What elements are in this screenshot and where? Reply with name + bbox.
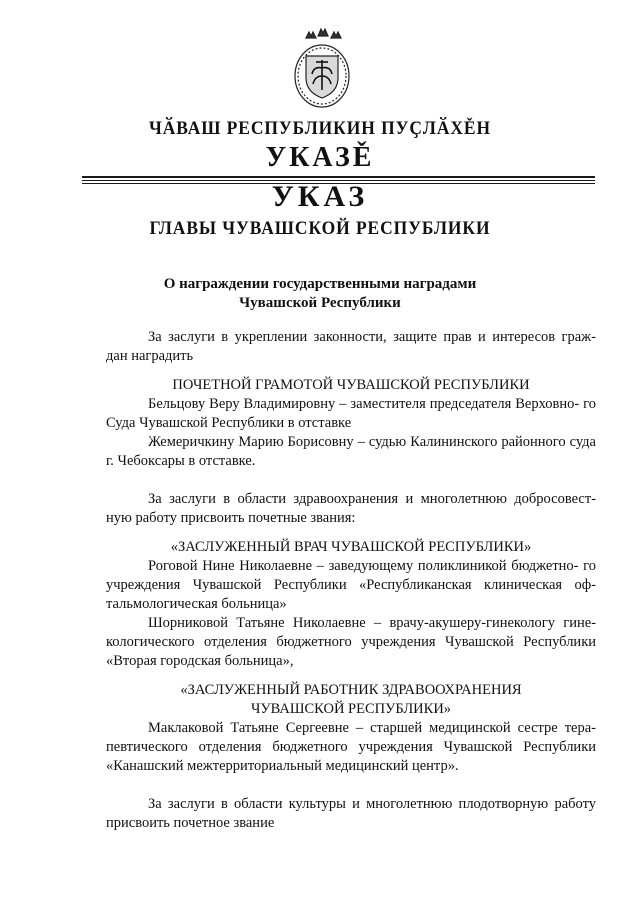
award-heading: ЧУВАШСКОЙ РЕСПУБЛИКИ» xyxy=(250,701,452,717)
coat-of-arms-emblem xyxy=(292,26,352,110)
document-body xyxy=(106,328,596,833)
document-title xyxy=(0,275,640,313)
award-recipient: Роговой Нине Николаевне – заведующему поликлиникой бюджетно- го учреждения Чувашской Республики «Республиканская клиническая оф- тальмологическая больница» xyxy=(106,558,596,612)
russian-header-line2: ГЛАВЫ ЧУВАШСКОЙ РЕСПУБЛИКИ xyxy=(149,218,491,239)
chuvash-header-line1: ЧӐВАШ РЕСПУБЛИКИН ПУҪЛӐХĚН xyxy=(148,118,492,139)
award-recipient: Маклаковой Татьяне Сергеевне – старшей медицинской сестре тера- певтического отделения бюджетного учреждения Чувашской Республики «Канашский межтерриториальный медицинский центр». xyxy=(106,720,596,774)
intro-paragraph: За заслуги в области культуры и многолетнюю плодотворную работу присвоить почетное звание xyxy=(106,796,596,831)
award-recipient: Бельцову Веру Владимировну – заместителя председателя Верховно- го Суда Чувашской Республики в отставке xyxy=(106,396,596,431)
chuvash-header-line2: УКАЗĚ xyxy=(265,142,375,173)
header-divider xyxy=(82,176,595,178)
award-recipient: Шорниковой Татьяне Николаевне – врачу-акушеру-гинекологу гине- кологического отделения бюджетного учреждения Чувашской Республики «Вторая городская больница», xyxy=(106,615,596,669)
intro-paragraph: За заслуги в укреплении законности, защите прав и интересов граж- дан наградить xyxy=(106,329,596,364)
title-line2: Чувашской Республики xyxy=(239,295,401,311)
title-line1: О награждении государственными наградами xyxy=(163,276,477,292)
award-heading: «ЗАСЛУЖЕННЫЙ ВРАЧ ЧУВАШСКОЙ РЕСПУБЛИКИ» xyxy=(170,539,532,555)
award-heading: «ЗАСЛУЖЕННЫЙ РАБОТНИК ЗДРАВООХРАНЕНИЯ xyxy=(180,682,522,698)
intro-paragraph: За заслуги в области здравоохранения и многолетнюю добросовест- ную работу присвоить почетные звания: xyxy=(106,491,596,526)
award-heading: ПОЧЕТНОЙ ГРАМОТОЙ ЧУВАШСКОЙ РЕСПУБЛИКИ xyxy=(172,377,530,393)
russian-header-line1: УКАЗ xyxy=(271,180,369,213)
award-recipient: Жемеричкину Марию Борисовну – судью Калининского районного суда г. Чебоксары в отставке. xyxy=(106,434,596,469)
